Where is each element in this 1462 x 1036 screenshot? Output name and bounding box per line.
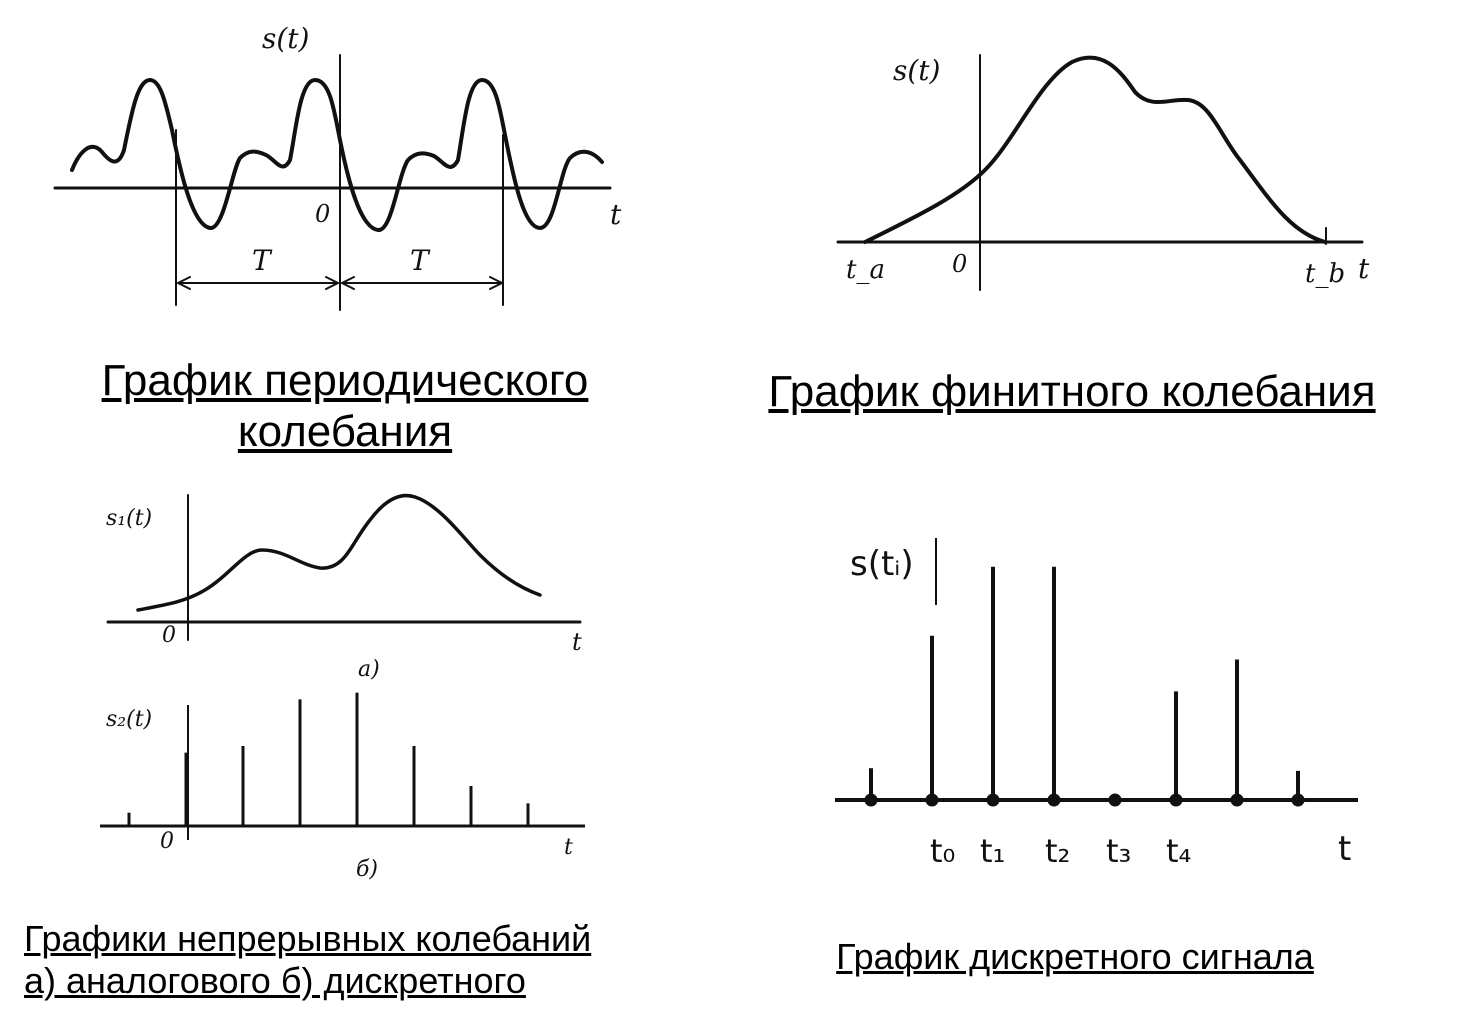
discrete-sample-dot [1292,794,1304,806]
analog-curve [138,496,540,610]
analog-plot [108,495,580,640]
period-label-left: T [252,244,271,277]
discrete-sample-dot [1231,794,1243,806]
sampled-ylabel: s₂(t) [106,707,153,732]
discrete-tick-t3: t₃ [1106,832,1132,870]
caption-continuous [24,918,714,1002]
sampled-origin: 0 [160,829,174,854]
analog-sublabel: а) [358,657,380,682]
discrete-sample-dot [1109,794,1121,806]
caption-continuous-line1: Графики непрерывных колебаний [24,918,592,959]
periodic-xlabel: t [610,198,622,231]
finite-ylabel: s(t) [893,54,941,87]
sampled-plot [100,693,585,840]
period-label-right: T [410,244,429,277]
analog-ylabel: s₁(t) [106,506,153,531]
discrete-sample-dot [926,794,938,806]
analog-xlabel: t [572,628,582,656]
discrete-xlabel: t [1338,829,1352,869]
discrete-sample-dot [1048,794,1060,806]
periodic-ylabel: s(t) [262,22,310,55]
analog-origin: 0 [162,623,176,648]
discrete-tick-t2: t₂ [1045,832,1071,870]
sampled-sublabel: б) [356,857,379,882]
finite-origin: 0 [952,250,968,278]
discrete-stems [865,567,1304,806]
periodic-curve [72,80,602,230]
discrete-tick-t1: t₁ [980,832,1006,870]
finite-end-label: t_b [1305,259,1346,289]
caption-periodic-line2: колебания [237,407,453,457]
discrete-tick-t0: t₀ [930,832,956,870]
caption-discrete: График дискретного сигнала [836,936,1314,977]
discrete-sample-dot [987,794,999,806]
caption-periodic [40,355,650,457]
caption-periodic-line1: График периодического [101,356,589,405]
discrete-sample-dot [1170,794,1182,806]
sampled-xlabel: t [564,835,573,860]
finite-plot [838,55,1362,290]
periodic-origin: 0 [315,200,331,228]
periodic-plot [55,55,610,310]
caption-continuous-line2: а) аналогового б) дискретного [24,959,526,1001]
finite-start-label: t_a [846,255,885,285]
discrete-tick-t4: t₄ [1166,832,1192,870]
discrete-ylabel: s(tᵢ) [850,544,914,584]
finite-xlabel: t [1358,252,1370,285]
caption-finite: График финитного колебания [768,367,1376,416]
discrete-sample-dot [865,794,877,806]
